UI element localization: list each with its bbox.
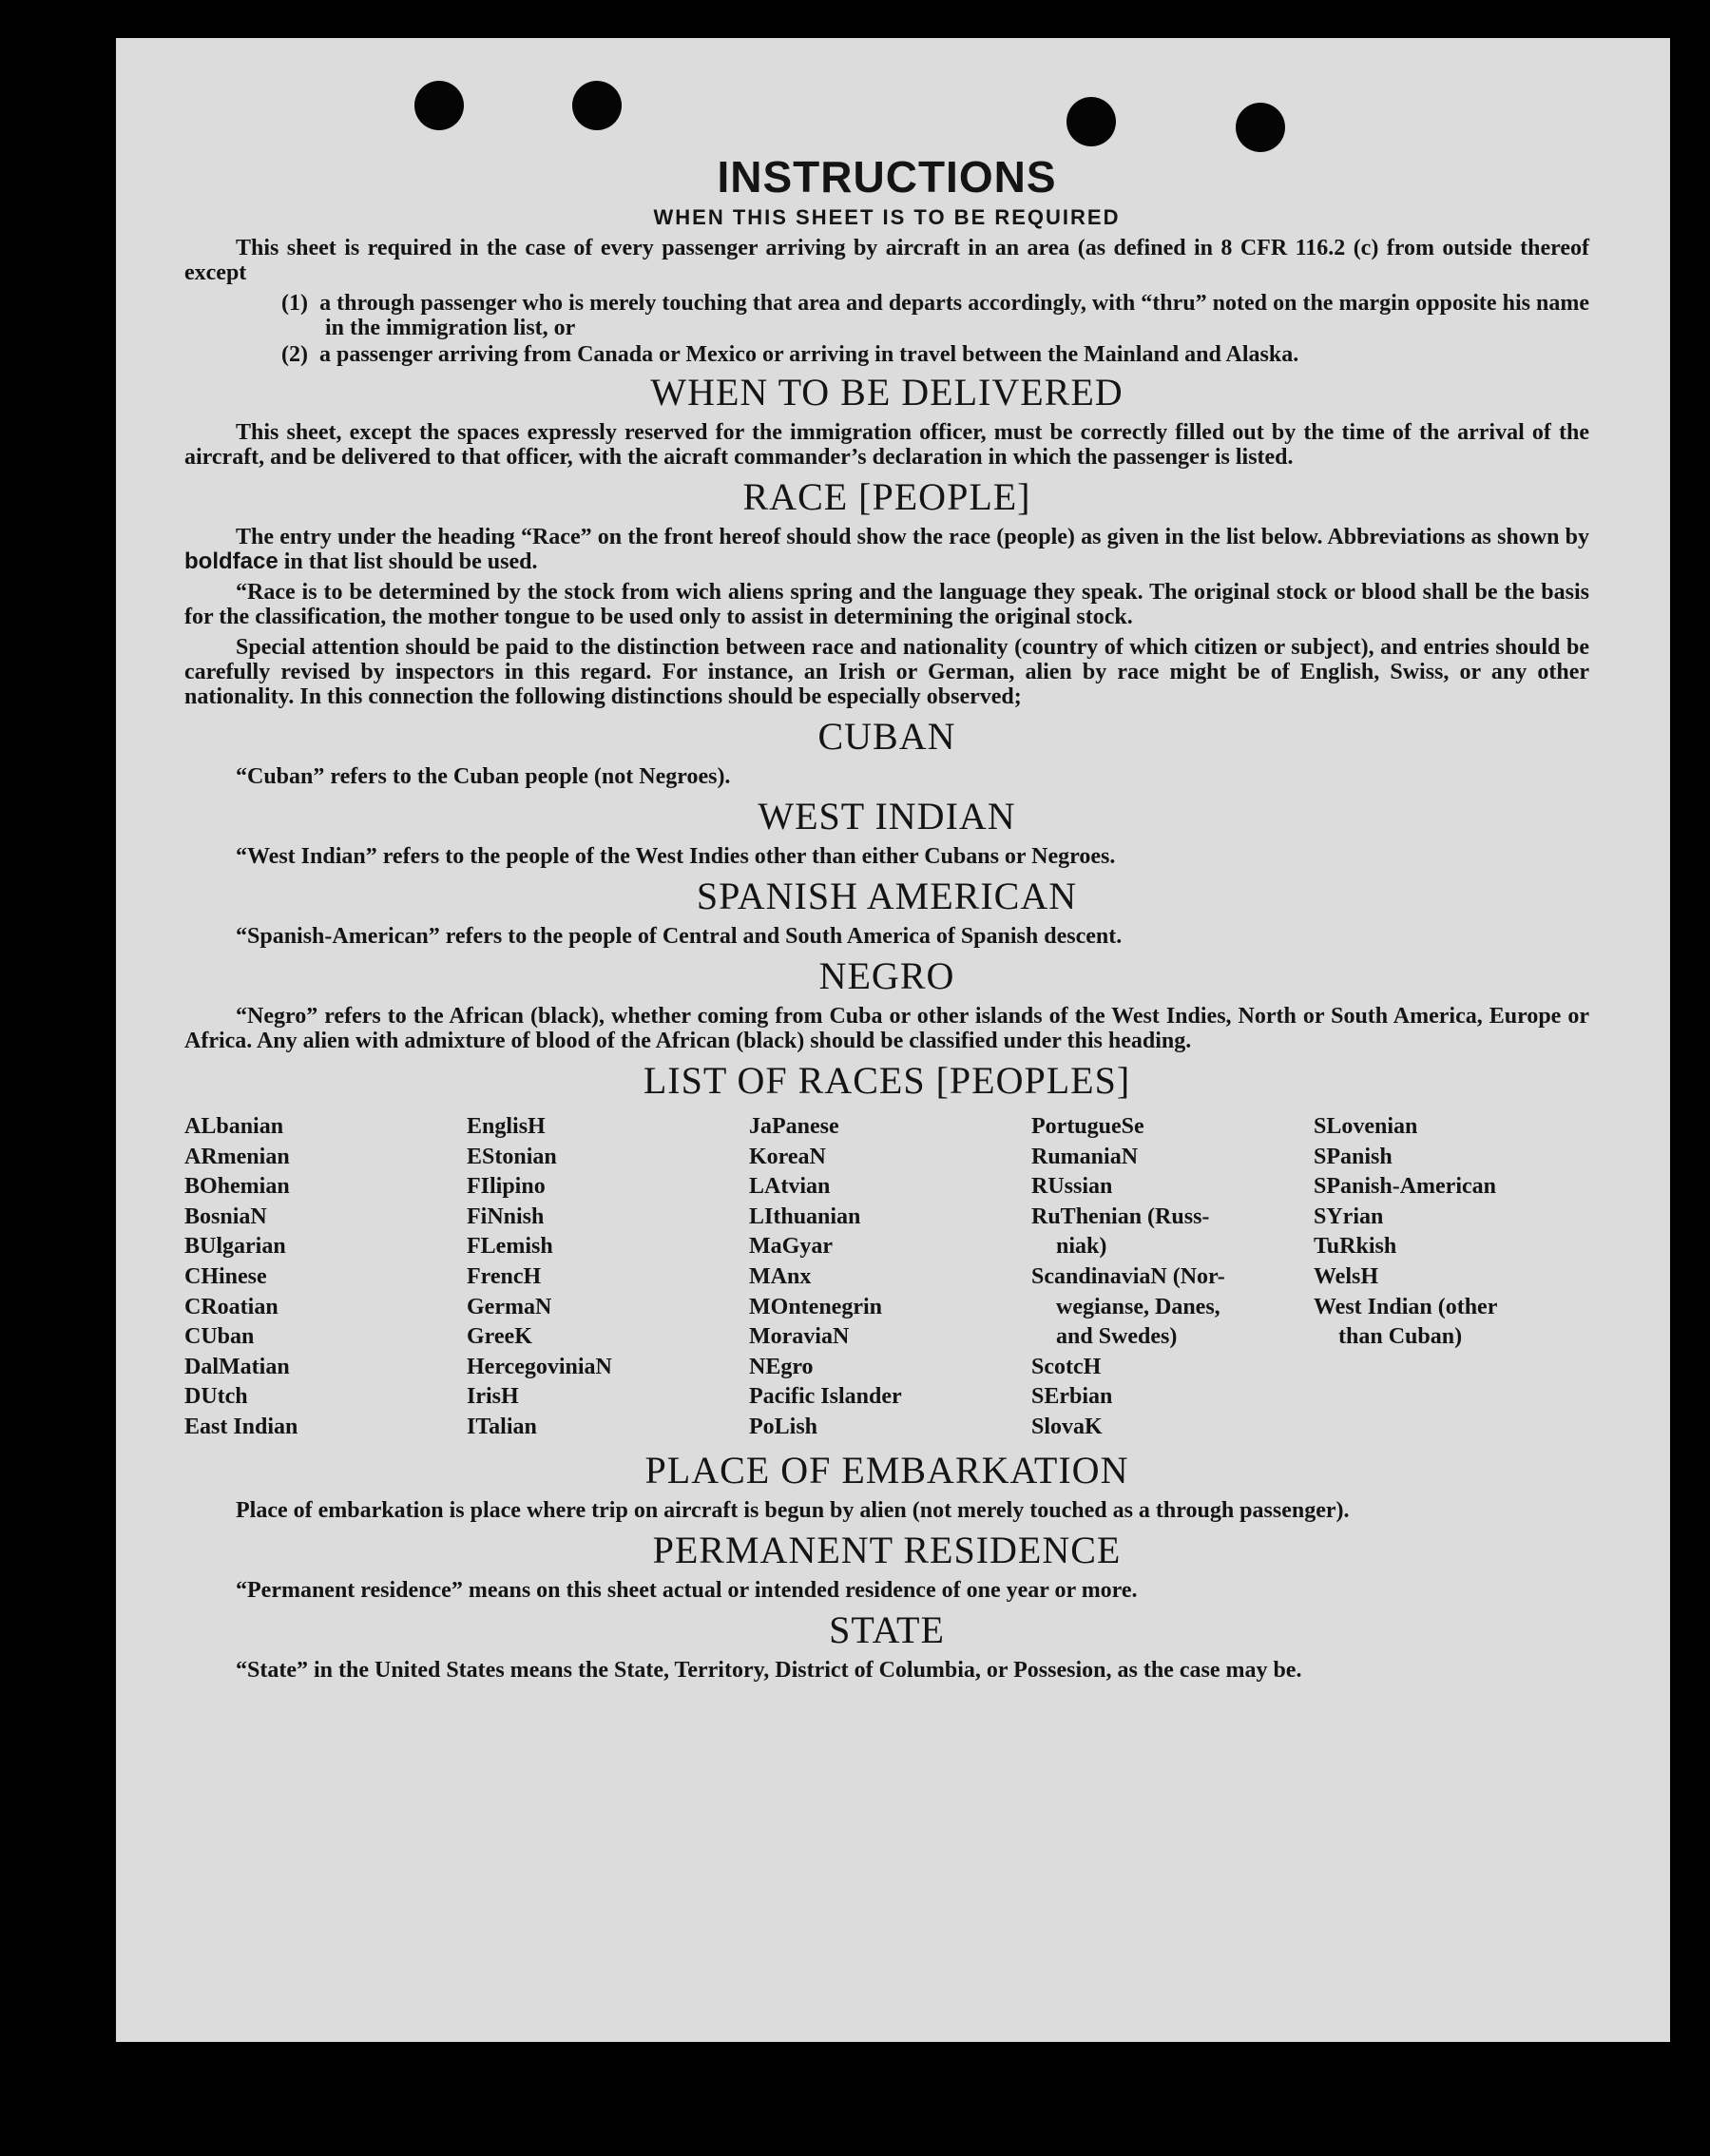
spanish-american-text: “Spanish-American” refers to the people of Central and South America of Spanish descent.: [236, 924, 1123, 949]
race-entry: MAnx: [749, 1263, 812, 1289]
west-indian-text: “West Indian” refers to the people of the West Indies other than either Cubans or Negroes.: [236, 844, 1116, 869]
race-entry: IrisH: [467, 1384, 519, 1410]
race-entry: than Cuban): [1338, 1324, 1463, 1350]
residence-text: “Permanent residence” means on this sheet actual or intended residence of one year or more.: [236, 1577, 1138, 1603]
delivered-text: This sheet, except the spaces expressly reserved for the immigration officer, must be correctly filled out by the time of the arrival of the aircraft, and be delivered to that officer, with the aicraft commander’s declaration in which the passenger is listed.: [184, 420, 1589, 470]
section-heading-embarkation: PLACE OF EMBARKATION: [644, 1448, 1129, 1492]
race-entry: West Indian (other: [1314, 1294, 1498, 1319]
section-heading-cuban: CUBAN: [817, 715, 956, 758]
punch-hole-2: [572, 81, 622, 130]
race-entry: RUssian: [1031, 1174, 1113, 1200]
race-entry: ScandinaviaN (Nor-: [1031, 1263, 1225, 1289]
punch-hole-1: [414, 81, 464, 130]
races-column-5: [1314, 1112, 1589, 1443]
race-entry: EnglisH: [467, 1114, 546, 1139]
race-entry: FiNnish: [467, 1203, 545, 1229]
race-entry: EStonian: [467, 1144, 557, 1169]
race-entry: FrencH: [467, 1263, 542, 1289]
race-entry: FIlipino: [467, 1174, 546, 1200]
race-entry: HercegoviniaN: [467, 1354, 612, 1379]
race-entry: BUlgarian: [184, 1234, 286, 1260]
races-column-4: [1031, 1112, 1307, 1443]
section-heading-residence: PERMANENT RESIDENCE: [652, 1528, 1122, 1571]
race-entry: SlovaK: [1031, 1414, 1103, 1439]
race-entry: NEgro: [749, 1354, 814, 1379]
punch-hole-3: [1066, 97, 1116, 146]
section-heading-negro: NEGRO: [818, 954, 955, 997]
race-entry: MoraviaN: [749, 1324, 850, 1350]
race-entry: PoLish: [749, 1414, 818, 1439]
state-text: “State” in the United States means the State, Territory, District of Columbia, or Possesion, as the case may be.: [236, 1657, 1302, 1683]
race-paragraph-3: Special attention should be paid to the distinction between race and nationality (country of which citizen or subject), and entries should be carefully revised by inspectors in this regard. For instance, an Irish or German, alien by race might be of English, Swiss, or any other nationality. In this connection the following distinctions should be especially observed;: [184, 635, 1589, 709]
embarkation-text: Place of embarkation is place where trip on aircraft is begun by alien (not merely touched as a through passenger).: [236, 1497, 1350, 1523]
race-entry: DalMatian: [184, 1354, 290, 1379]
race-entry: CHinese: [184, 1263, 267, 1289]
punch-hole-4: [1236, 103, 1285, 152]
race-entry: GermaN: [467, 1294, 552, 1319]
section-heading-delivered: WHEN TO BE DELIVERED: [650, 371, 1124, 414]
race-entry: CRoatian: [184, 1294, 279, 1319]
negro-text: “Negro” refers to the African (black), whether coming from Cuba or other islands of the West Indies, North or South America, Europe or Africa. Any alien with admixture of blood of the African (black) should be classified under this heading.: [184, 1004, 1589, 1053]
race-entry: GreeK: [467, 1324, 532, 1350]
races-column-2: [467, 1112, 742, 1443]
exception-item-2: (2) a passenger arriving from Canada or Mexico or arriving in travel between the Mainland and Alaska.: [281, 342, 1299, 367]
section-heading-spanish-american: SPANISH AMERICAN: [696, 875, 1078, 917]
race-paragraph-1: The entry under the heading “Race” on the front hereof should show the race (people) as given in the list below. Abbreviations as shown by boldface in that list should be used.: [184, 525, 1589, 574]
race-entry: Pacific Islander: [749, 1384, 902, 1410]
race-entry: SYrian: [1314, 1203, 1384, 1229]
race-entry: ARmenian: [184, 1144, 290, 1169]
race-entry: WelsH: [1314, 1263, 1379, 1289]
race-entry: MaGyar: [749, 1234, 833, 1260]
race-entry: SPanish: [1314, 1144, 1393, 1169]
race-entry: wegianse, Danes,: [1056, 1294, 1220, 1319]
race-entry: RuThenian (Russ-: [1031, 1203, 1210, 1229]
race-entry: KoreaN: [749, 1144, 826, 1169]
race-entry: RumaniaN: [1031, 1144, 1139, 1169]
race-entry: TuRkish: [1314, 1234, 1397, 1260]
instructions-content: [184, 152, 1589, 1688]
race-entry: PortugueSe: [1031, 1114, 1144, 1139]
race-entry: CUban: [184, 1324, 255, 1350]
page-subtitle: WHEN THIS SHEET IS TO BE REQUIRED: [653, 205, 1121, 229]
section-heading-state: STATE: [829, 1607, 945, 1651]
race-entry: ALbanian: [184, 1114, 284, 1139]
race-entry: niak): [1056, 1234, 1107, 1260]
race-entry: JaPanese: [749, 1114, 839, 1139]
races-column-3: [749, 1112, 1025, 1443]
race-entry: LIthuanian: [749, 1203, 861, 1229]
race-entry: ITalian: [467, 1414, 537, 1439]
requirement-intro: This sheet is required in the case of every passenger arriving by aircraft in an area (as defined in 8 CFR 116.2 (c) from outside thereof except: [184, 236, 1589, 285]
race-entry: LAtvian: [749, 1174, 831, 1200]
race-entry: SLovenian: [1314, 1114, 1418, 1139]
race-entry: and Swedes): [1056, 1324, 1178, 1350]
section-heading-race: RACE [PEOPLE]: [742, 475, 1031, 518]
races-list: [184, 1112, 1589, 1443]
race-entry: FLemish: [467, 1234, 553, 1260]
race-entry: MOntenegrin: [749, 1294, 882, 1319]
section-heading-west-indian: WEST INDIAN: [758, 795, 1016, 837]
race-paragraph-2: “Race is to be determined by the stock from wich aliens spring and the language they speak. The original stock or blood shall be the basis for the classification, the mother tongue to be used only to assist in determining the original stock.: [184, 580, 1589, 629]
race-entry: BosniaN: [184, 1203, 267, 1229]
document-sheet: [116, 38, 1670, 2042]
race-entry: ScotcH: [1031, 1354, 1102, 1379]
exception-item-1: (1) a through passenger who is merely touching that area and departs accordingly, with “thru” noted on the margin opposite his name in the immigration list, or: [281, 291, 1589, 340]
race-entry: East Indian: [184, 1414, 298, 1439]
page-title: INSTRUCTIONS: [717, 152, 1057, 202]
race-entry: SPanish-American: [1314, 1174, 1496, 1200]
race-entry: DUtch: [184, 1384, 248, 1410]
races-column-1: [184, 1112, 460, 1443]
cuban-text: “Cuban” refers to the Cuban people (not Negroes).: [236, 764, 731, 789]
section-heading-list-of-races: LIST OF RACES [PEOPLES]: [643, 1059, 1131, 1102]
race-entry: SErbian: [1031, 1384, 1113, 1410]
race-entry: BOhemian: [184, 1174, 290, 1200]
